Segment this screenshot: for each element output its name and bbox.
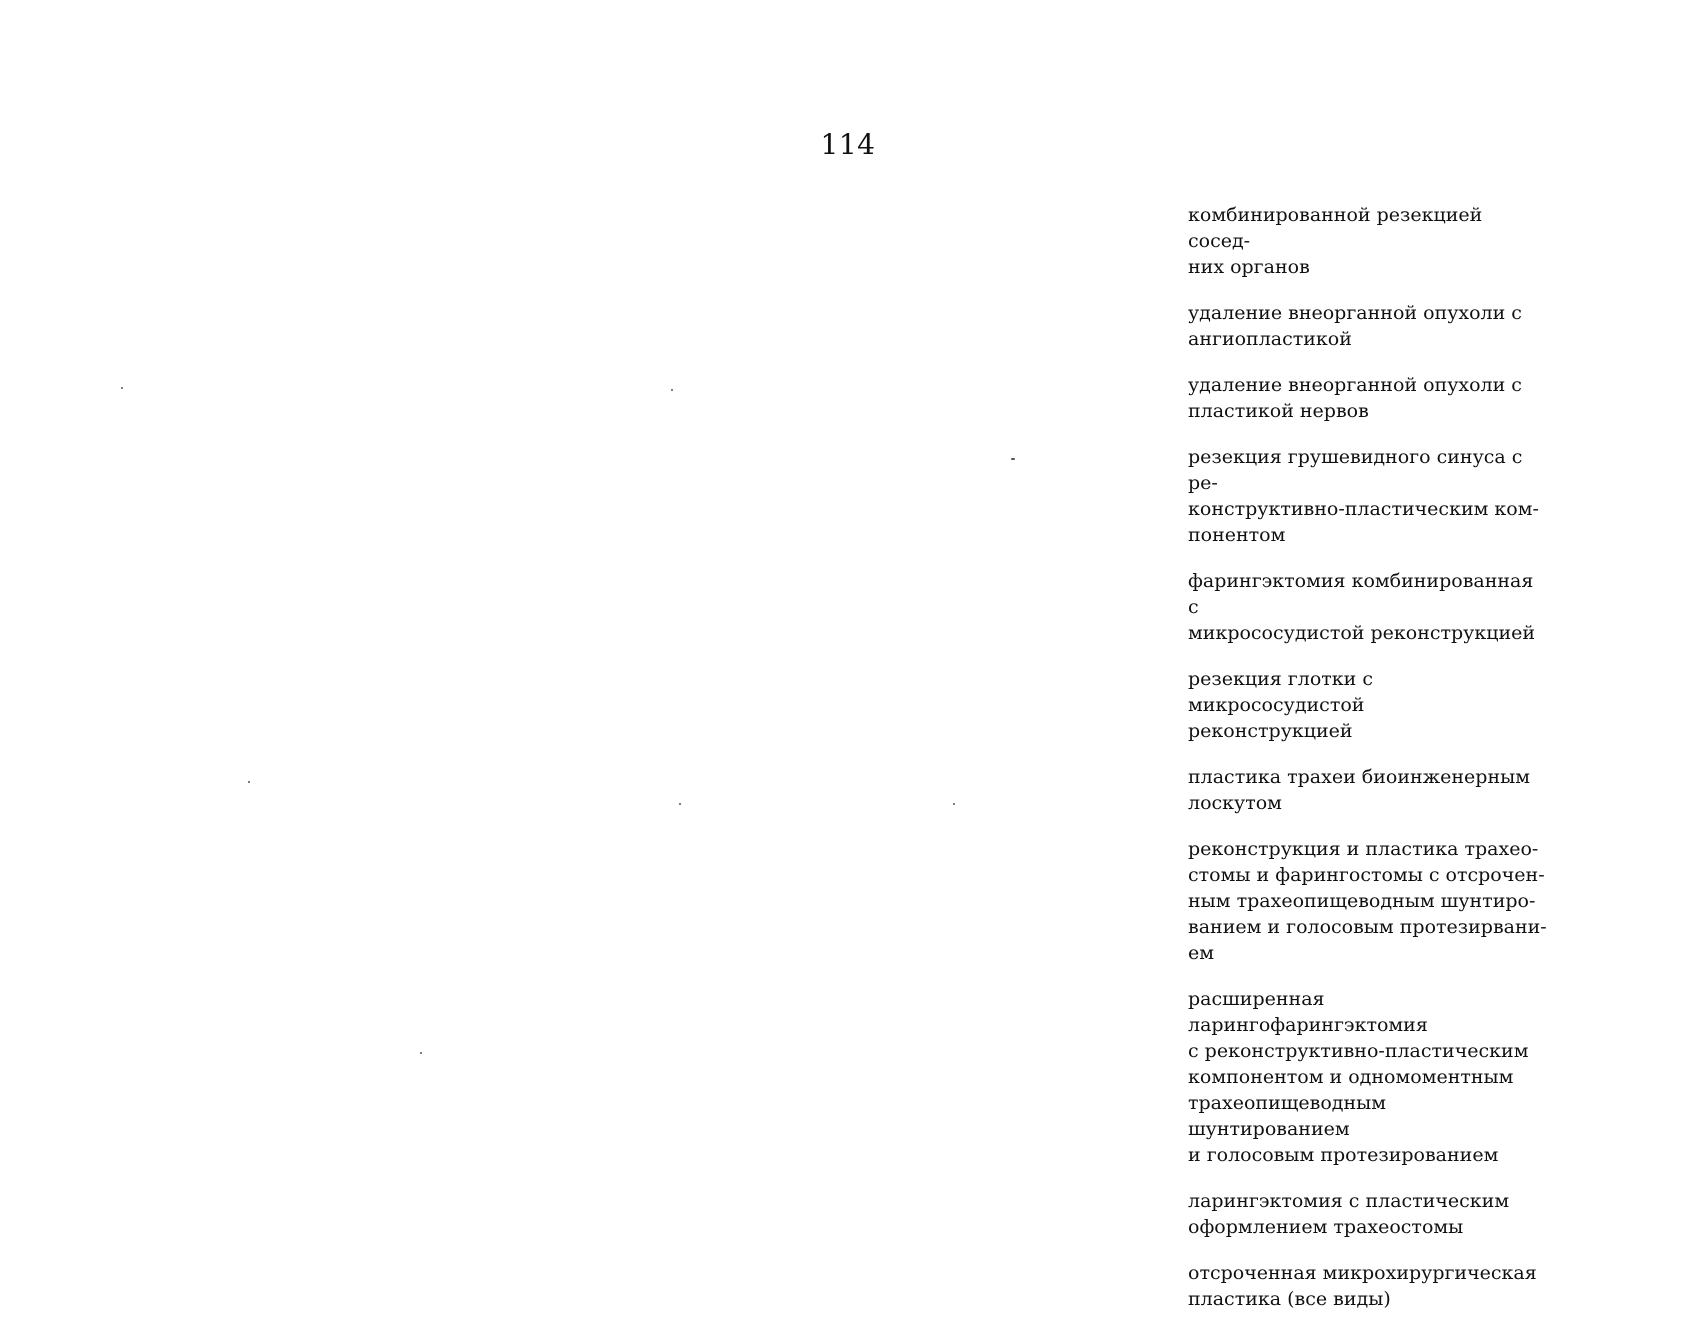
scan-speck: [679, 803, 681, 805]
procedure-item: пластика трахеи биоинженерным лоскутом: [1188, 766, 1531, 814]
procedure-item: резекция грушевидного синуса с ре- конструктивно-пластическим ком- понентом: [1188, 446, 1539, 546]
procedure-item: удаление внеорганной опухоли с ангиопластикой: [1188, 302, 1522, 350]
scan-speck: [671, 389, 673, 391]
procedure-item: фарингэктомия комбинированная с микрососудистой реконструкцией: [1188, 570, 1536, 644]
scan-speck: [1011, 458, 1015, 460]
procedure-item: расширенная ларингофарингэктомия с реконструктивно-пластическим компонентом и одномоментным трахеопищеводным шунтированием и голосовым протезированием: [1188, 988, 1529, 1166]
procedure-item: реконструкция и пластика трахео- стомы и фарингостомы с отсрочен- ным трахеопищеводным шунтиро- ванием и голосовым протезирвани- ем: [1188, 838, 1547, 964]
procedure-item: удаление внеорганной опухоли с пластикой нервов: [1188, 374, 1522, 422]
scan-speck: [420, 1052, 422, 1054]
procedure-item: отсроченная микрохирургическая пластика (все виды): [1188, 1262, 1537, 1310]
procedure-list: [1188, 202, 1548, 1332]
scan-speck: [248, 781, 250, 783]
scan-speck: [953, 803, 955, 805]
procedure-item: ларингэктомия с пластическим оформлением трахеостомы: [1188, 1190, 1510, 1238]
procedure-item: комбинированной резекцией сосед- них органов: [1188, 204, 1483, 278]
procedure-item: резекция глотки с микрососудистой реконструкцией: [1188, 668, 1373, 742]
scan-speck: [121, 387, 123, 389]
page-number: 114: [820, 128, 876, 161]
